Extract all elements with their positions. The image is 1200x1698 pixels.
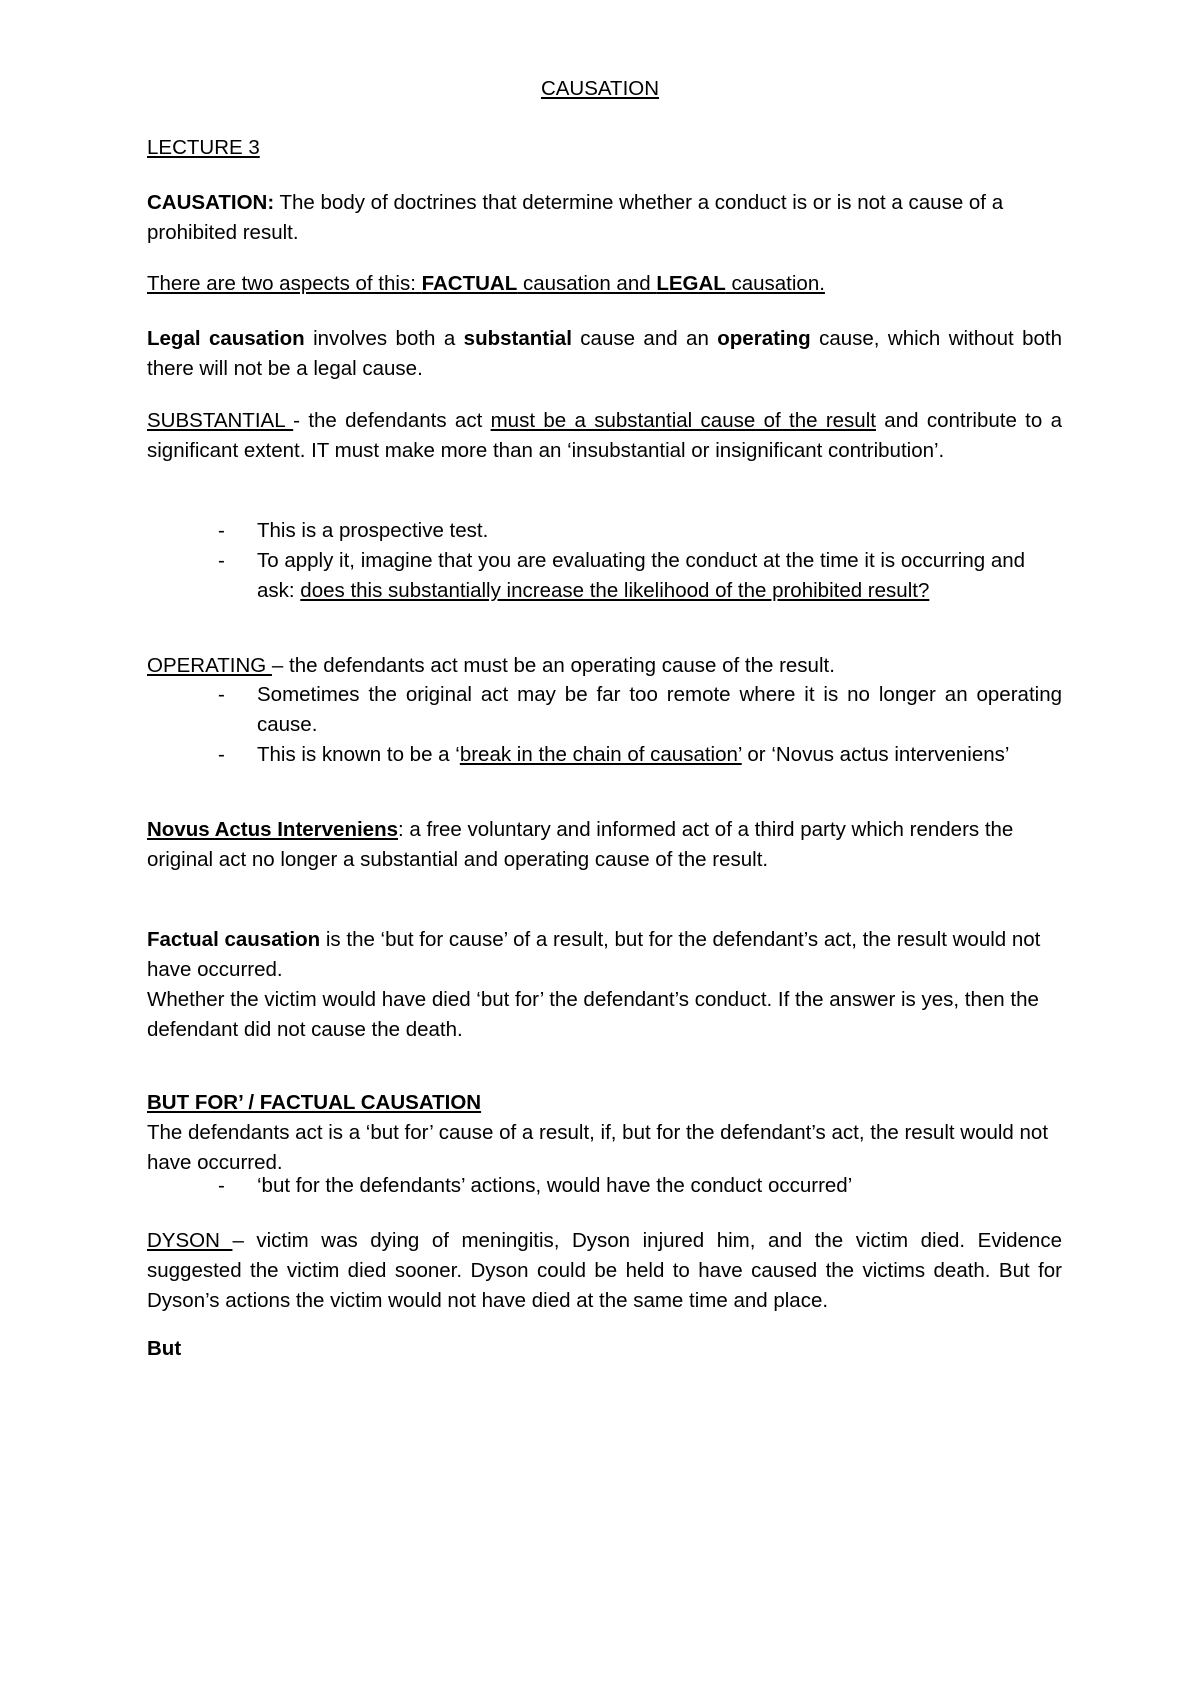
novus-actus-paragraph: Novus Actus Interveniens: a free voluntary and informed act of a third party which renders the original act no longer a substantial and operating cause of the result. bbox=[147, 818, 1014, 871]
document-title: CAUSATION bbox=[540, 77, 660, 100]
but-for-bullet-list bbox=[147, 1171, 1062, 1201]
trailing-heading: But bbox=[147, 1337, 182, 1360]
dyson-case-paragraph: DYSON – victim was dying of meningitis, Dyson injured him, and the victim died. Evidence suggested the victim died sooner. Dyson could be held to have caused the victims death. But for Dyson’s actions the victim would not have died at the same time and place. bbox=[147, 1229, 1062, 1312]
causation-definition: CAUSATION: The body of doctrines that determine whether a conduct is or is not a cause of a prohibited result. bbox=[147, 191, 1004, 244]
list-item: - Sometimes the original act may be far too remote where it is no longer an operating cause. bbox=[218, 683, 1062, 736]
list-item: - To apply it, imagine that you are evaluating the conduct at the time it is occurring and ask: does this substantially increase the likelihood of the prohibited result? bbox=[218, 549, 1026, 602]
factual-causation-paragraph: Factual causation is the ‘but for cause’ of a result, but for the defendant’s act, the result would not have occurred. Whether the victim would have died ‘but for’ the defendant’s conduct. If the answer is yes, then the defendant did not cause the death. bbox=[147, 928, 1041, 1041]
list-item: - This is a prospective test. bbox=[218, 519, 489, 542]
but-for-section: BUT FOR’ / FACTUAL CAUSATION The defendants act is a ‘but for’ cause of a result, if, but for the defendant’s act, the result would not have occurred. bbox=[147, 1091, 1049, 1174]
legal-causation-paragraph: Legal causation involves both a substantial cause and an operating cause, which without both there will not be a legal cause. bbox=[147, 327, 1062, 380]
substantial-paragraph: SUBSTANTIAL - the defendants act must be a substantial cause of the result and contribute to a significant extent. IT must make more than an ‘insubstantial or insignificant contribution’. bbox=[147, 409, 1063, 462]
list-item: - ‘but for the defendants’ actions, would have the conduct occurred’ bbox=[218, 1174, 853, 1197]
lecture-heading: LECTURE 3 bbox=[147, 136, 260, 159]
operating-paragraph: OPERATING – the defendants act must be an operating cause of the result. bbox=[147, 654, 835, 677]
aspects-line: There are two aspects of this: FACTUAL causation and LEGAL causation. bbox=[147, 272, 825, 295]
list-item: - This is known to be a ‘break in the chain of causation’ or ‘Novus actus interveniens’ bbox=[218, 743, 1010, 766]
operating-bullet-list bbox=[147, 680, 1062, 770]
substantial-bullet-list bbox=[147, 516, 1062, 606]
